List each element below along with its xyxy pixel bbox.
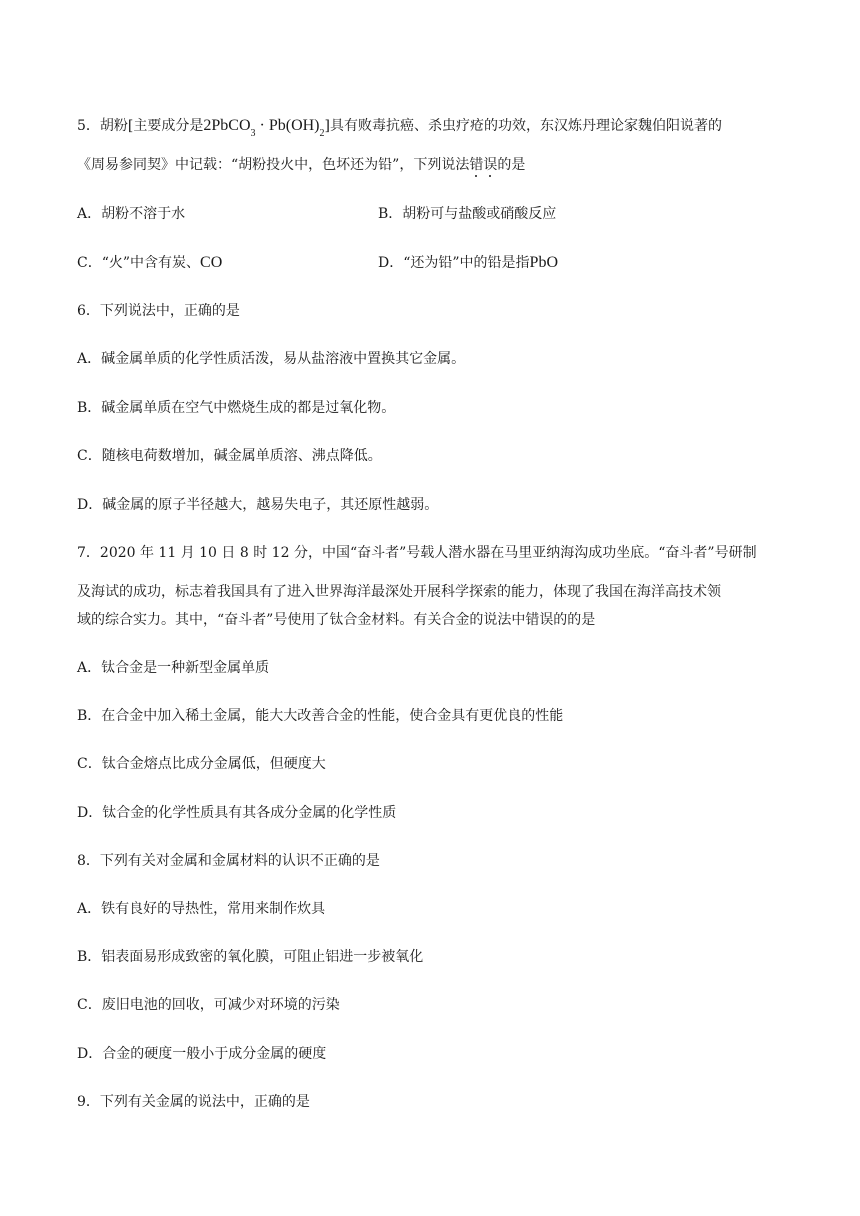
q7-stem-line3: 域的综合实力。其中，“奋斗者”号使用了钛合金材料。有关合金的说法中错误的的是 [77, 612, 596, 628]
q7-option-c: C．钛合金熔点比成分金属低，但硬度大 [77, 756, 326, 772]
q5-stem-line2 [77, 155, 525, 175]
q5-option-d-formula: PbO [529, 254, 558, 271]
q5-option-d [378, 253, 558, 273]
q5-stem-line1 [77, 116, 722, 140]
q6-option-d: D．碱金属的原子半径越大，越易失电子，其还原性越弱。 [77, 497, 439, 513]
q8-option-a: A．铁有良好的导热性，常用来制作炊具 [77, 901, 326, 917]
q8-option-b: B．铝表面易形成致密的氧化膜，可阻止铝进一步被氧化 [77, 949, 424, 965]
q6-option-c: C．随核电荷数增加，碱金属单质溶、沸点降低。 [77, 448, 382, 464]
q5-option-b: B．胡粉可与盐酸或硝酸反应 [378, 206, 557, 222]
q5-emphasis-char-1: 错 [469, 157, 484, 173]
q7-stem-line2: 及海试的成功，标志着我国具有了进入世界海洋最深处开展科学探索的能力，体现了我国在海洋高技术领 [77, 584, 721, 600]
q8-option-c: C．废旧电池的回收，可减少对环境的污染 [77, 997, 340, 1013]
q8-option-d: D．合金的硬度一般小于成分金属的硬度 [77, 1046, 327, 1062]
q5-option-d-text: D．“还为铅”中的铅是指 [378, 255, 530, 271]
q5-option-c [77, 253, 222, 273]
q6-stem: 6．下列说法中，正确的是 [77, 303, 240, 319]
q5-emphasis-char-2: 误 [483, 157, 498, 173]
q5-formula-sub-a: 3 [250, 128, 256, 140]
q5-formula-part-b: Pb(OH) [268, 117, 320, 134]
q5-formula-part-a: 2PbCO [203, 117, 251, 134]
q7-option-b: B．在合金中加入稀土金属，能大大改善合金的性能，使合金具有更优良的性能 [77, 708, 564, 724]
q7-stem-line1: 7．2020 年 11 月 10 日 8 时 12 分，中国“奋斗者”号载人潜水器在马里亚纳海沟成功坐底。“奋斗者”号研制 [77, 545, 757, 561]
q5-formula-sub-b: 2 [319, 128, 325, 140]
q5-stem-pre: 胡粉[主要成分是 [99, 118, 204, 134]
q8-stem: 8．下列有关对金属和金属材料的认识不正确的是 [77, 853, 380, 869]
q5-option-c-formula: CO [200, 254, 223, 271]
q6-option-b: B．碱金属单质在空气中燃烧生成的都是过氧化物。 [77, 400, 396, 416]
q5-line2-post: 的是 [497, 157, 526, 173]
q6-option-a: A．碱金属单质的化学性质活泼，易从盐溶液中置换其它金属。 [77, 351, 466, 367]
q5-option-a: A．胡粉不溶于水 [77, 206, 186, 222]
q7-option-d: D．钛合金的化学性质具有其各成分金属的化学性质 [77, 805, 397, 821]
q5-formula-dot: · [255, 117, 269, 134]
q5-number: 5． [77, 118, 100, 134]
q5-stem-post: ]具有败毒抗癌、杀虫疗疮的功效，东汉炼丹理论家魏伯阳说著的 [324, 118, 722, 134]
q9-stem: 9．下列有关金属的说法中，正确的是 [77, 1094, 310, 1110]
q5-formula [203, 117, 325, 140]
q5-line2-pre: 《周易参同契》中记载：“胡粉投火中，色坏还为铅”，下列说法 [77, 157, 470, 173]
q7-option-a: A．钛合金是一种新型金属单质 [77, 660, 270, 676]
q5-option-c-text: C．“火”中含有炭、 [77, 255, 201, 271]
